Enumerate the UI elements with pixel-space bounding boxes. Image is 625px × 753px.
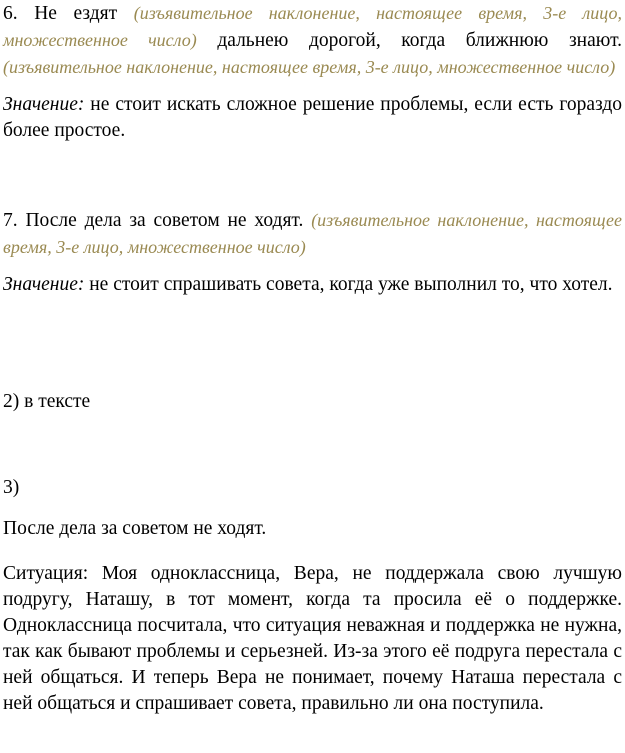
item-6-text-after: дальнею дорогой, когда ближнюю знают. (217, 30, 622, 51)
item-6-grammar-note-2: (изъявительное наклонение, настоящее время, 3-е лицо, множественное число) (3, 57, 616, 77)
section-3-heading: 3) (3, 477, 20, 498)
item-7-proverb (3, 207, 622, 261)
item-6-grammar-note-1: (изъявительное наклонение, настоящее время, 3-е лицо, множественное число) (3, 3, 622, 50)
section-3-situation: Ситуация: Моя одноклассница, Вера, не поддержала свою лучшую подругу, Наташу, в тот момент, когда та просила её о поддержке. Одноклассница посчитала, что ситуация неважная и поддержка не нужна, так как бывают проблемы и серьезней. Из-за этого её подруга перестала с ней общаться. И теперь Вера не понимает, почему Наташа перестала с ней общаться и спрашивает совета, правильно ли она поступила. (3, 563, 622, 714)
section-2-heading: 2) в тексте (3, 391, 91, 412)
item-6-number: 6. (3, 3, 18, 24)
item-7-grammar-note: (изъявительное наклонение, настоящее время, 3-е лицо, множественное число) (3, 210, 623, 257)
item-7-meaning-label: Значение: (3, 274, 85, 295)
item-6-meaning-label: Значение: (3, 94, 85, 115)
item-7-meaning-text: не стоит спрашивать совета, когда уже выполнил то, что хотел. (89, 274, 613, 295)
item-7-meaning (3, 272, 622, 298)
item-7-text: После дела за советом не ходят. (25, 210, 304, 231)
section-3-proverb: После дела за советом не ходят. (3, 518, 267, 539)
item-7-number: 7. (3, 210, 18, 231)
item-6-proverb (3, 0, 622, 81)
item-6-meaning (3, 92, 622, 144)
item-6-text-before: Не ездят (34, 3, 118, 24)
item-6-meaning-text: не стоит искать сложное решение проблемы, если есть гораздо более простое. (3, 94, 623, 141)
